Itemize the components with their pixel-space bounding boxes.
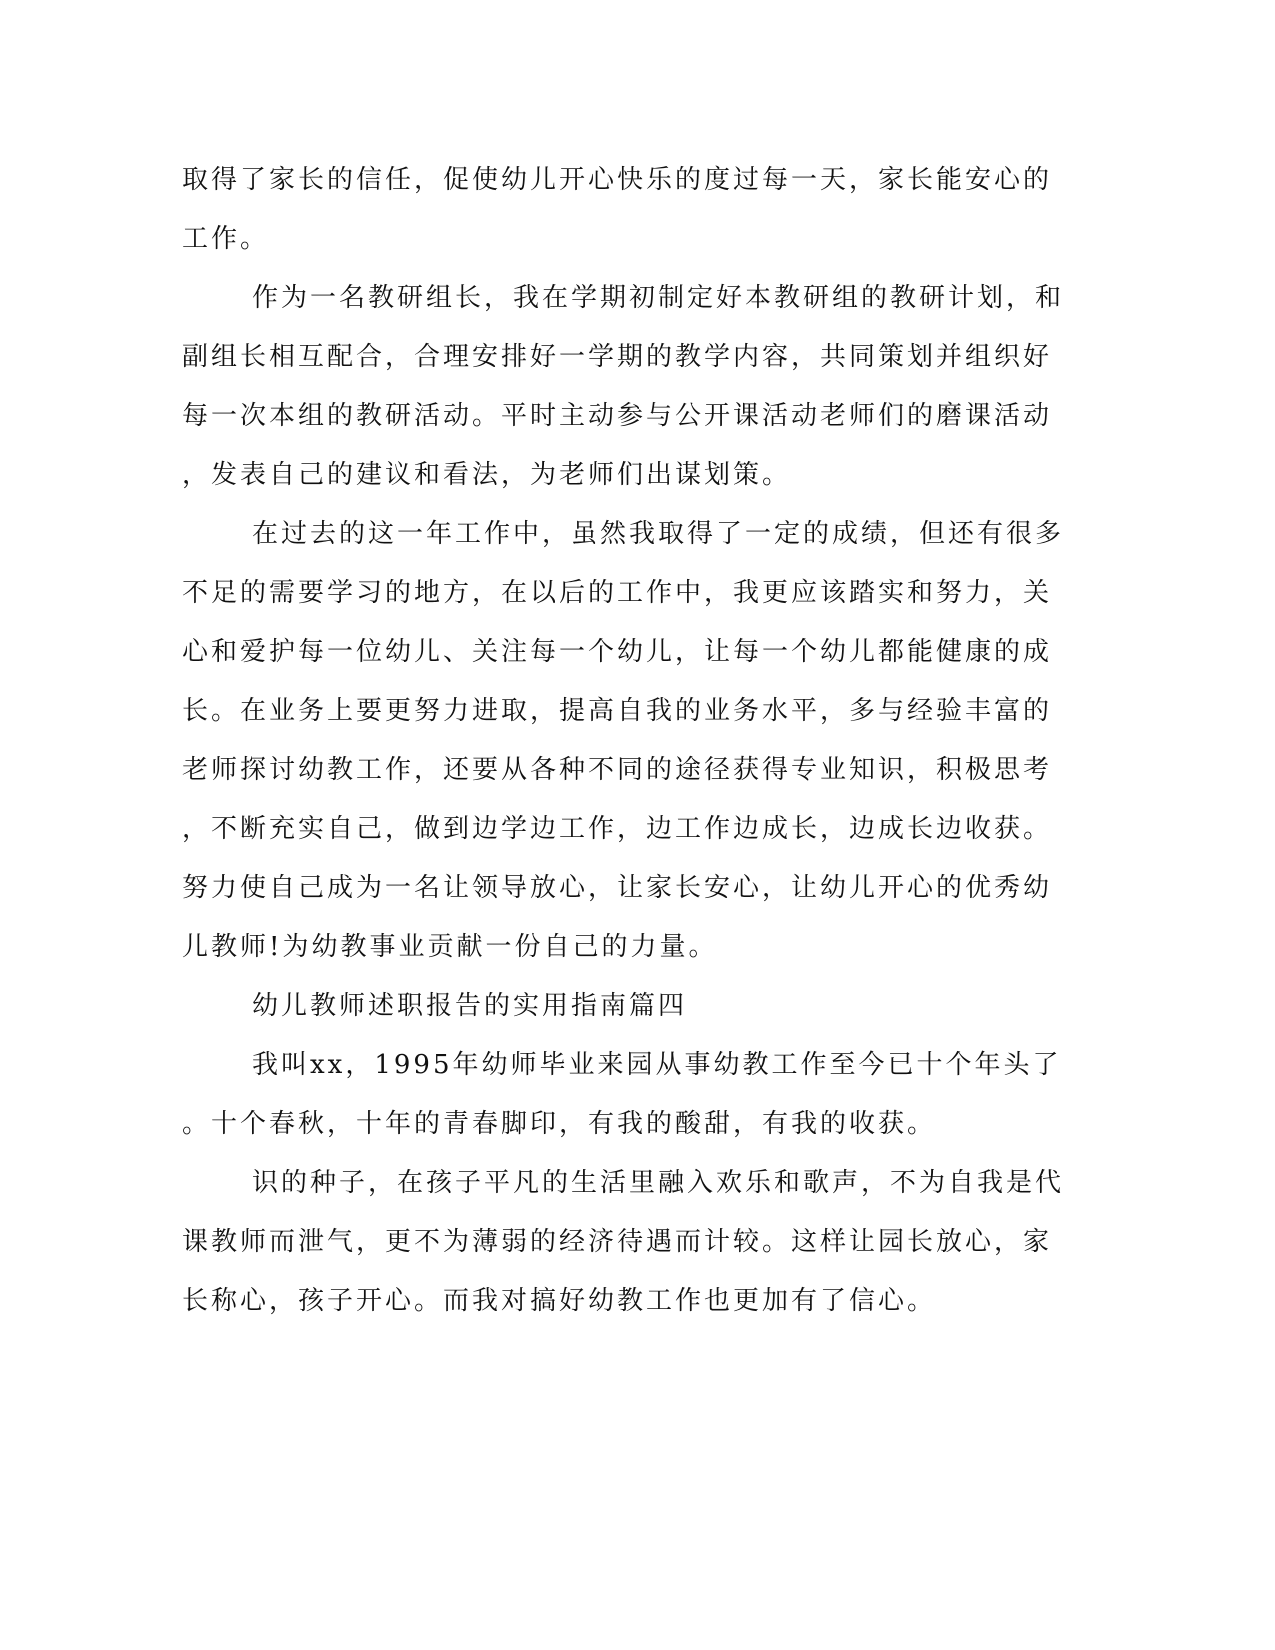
text-line: 课教师而泄气，更不为薄弱的经济待遇而计较。这样让园长放心，家 [182, 1227, 1053, 1257]
text-line: ，不断充实自己，做到边学边工作，边工作边成长，边成长边收获。 [182, 814, 1053, 844]
text-line: 。十个春秋，十年的青春脚印，有我的酸甜，有我的收获。 [182, 1109, 937, 1139]
text-line: 不足的需要学习的地方，在以后的工作中，我更应该踏实和努力，关 [182, 578, 1053, 608]
text-line: 努力使自己成为一名让领导放心，让家长安心，让幼儿开心的优秀幼 [182, 873, 1053, 903]
text-line: 工作。 [182, 224, 270, 254]
text-line: 在过去的这一年工作中，虽然我取得了一定的成绩，但还有很多 [252, 519, 1065, 549]
text-line: 长。在业务上要更努力进取，提高自我的业务水平，多与经验丰富的 [182, 696, 1053, 726]
text-line: 每一次本组的教研活动。平时主动参与公开课活动老师们的磨课活动 [182, 401, 1053, 431]
text-line: 取得了家长的信任，促使幼儿开心快乐的度过每一天，家长能安心的 [182, 165, 1053, 195]
text-line: 我叫xx，1995年幼师毕业来园从事幼教工作至今已十个年头了 [252, 1050, 1062, 1080]
text-line: 识的种子，在孩子平凡的生活里融入欢乐和歌声，不为自我是代 [252, 1168, 1065, 1198]
section-heading: 幼儿教师述职报告的实用指南篇四 [252, 991, 688, 1021]
text-line: 儿教师!为幼教事业贡献一份自己的力量。 [182, 932, 718, 962]
text-line: 心和爱护每一位幼儿、关注每一个幼儿，让每一个幼儿都能健康的成 [182, 637, 1053, 667]
text-line: 副组长相互配合，合理安排好一学期的教学内容，共同策划并组织好 [182, 342, 1053, 372]
text-line: 作为一名教研组长，我在学期初制定好本教研组的教研计划，和 [252, 283, 1065, 313]
text-line: 长称心，孩子开心。而我对搞好幼教工作也更加有了信心。 [182, 1286, 937, 1316]
text-line: 老师探讨幼教工作，还要从各种不同的途径获得专业知识，积极思考 [182, 755, 1053, 785]
text-line: ，发表自己的建议和看法，为老师们出谋划策。 [182, 460, 792, 490]
